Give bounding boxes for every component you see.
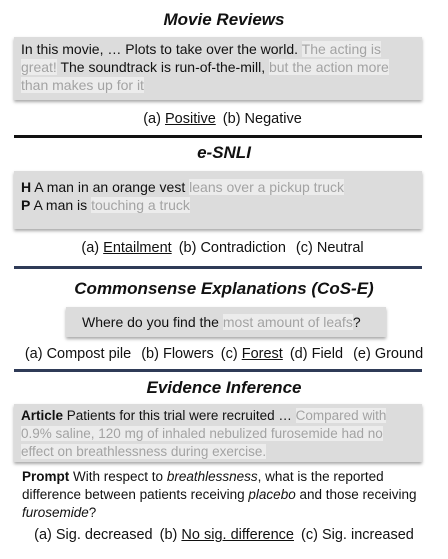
option-label: (a) xyxy=(81,240,100,256)
option-field: (d) Field xyxy=(289,346,344,362)
option-sig-increased: (c) Sig. increased xyxy=(301,527,414,543)
article-label: Article xyxy=(21,408,64,423)
prompt-text: ? xyxy=(88,505,97,520)
section-divider xyxy=(14,369,422,372)
evidence-title: Evidence Inference xyxy=(146,378,302,397)
option-label: (b) xyxy=(159,527,178,543)
premise-label: P xyxy=(21,197,31,213)
option-label: (a) xyxy=(143,111,161,127)
esnli-title: e-SNLI xyxy=(197,143,251,162)
prompt-label: Prompt xyxy=(22,469,70,484)
premise-line xyxy=(21,196,415,214)
hypothesis-faded: leans over a pickup truck xyxy=(189,179,344,195)
evidence-options xyxy=(0,527,448,543)
esnli-options xyxy=(0,240,448,256)
hypothesis-label: H xyxy=(21,179,32,195)
option-compost-pile: (a) Compost pile xyxy=(24,346,132,362)
article-faded: Compared with 0.9% saline, 120 mg of inhaled nebulized furosemide had no effect on breathlessness during exercise. xyxy=(21,408,387,459)
option-sig-decreased: (a) Sig. decreased xyxy=(34,527,153,543)
cose-question-box xyxy=(66,307,386,337)
option-entailment: Entailment xyxy=(103,240,172,256)
option-forest: Forest xyxy=(241,346,283,362)
option-no-sig-difference: No sig. difference xyxy=(181,527,294,543)
option-positive: Positive xyxy=(164,111,216,127)
question-end: ? xyxy=(352,314,361,330)
prompt-emphasis: placebo xyxy=(248,487,296,502)
cose-options xyxy=(0,346,448,362)
prompt-text: , what is the reported difference between patients receiving xyxy=(22,469,384,502)
movie-options xyxy=(0,111,448,127)
question-text: Where do you find the xyxy=(82,314,219,330)
review-segment-faded: but the action more than makes up for it xyxy=(21,59,389,93)
option-contradiction: (b) Contradiction xyxy=(178,240,286,256)
premise-faded: touching a truck xyxy=(91,197,190,213)
review-segment: The soundtrack is run-of-the-mill, xyxy=(60,59,266,75)
prompt-text: and those receiving xyxy=(299,487,417,502)
option-flowers: (b) Flowers xyxy=(141,346,214,362)
article-box xyxy=(14,404,422,462)
premise-text: A man is xyxy=(33,197,88,213)
article-text: Patients for this trial were recruited … xyxy=(66,408,292,423)
movie-review-box xyxy=(14,37,422,100)
movie-reviews-title: Movie Reviews xyxy=(163,10,285,29)
review-segment: In this movie, … Plots to take over the world. xyxy=(21,41,299,57)
option-label: (c) xyxy=(220,346,238,362)
section-divider xyxy=(14,135,422,138)
option-ground: (e) Ground xyxy=(353,346,424,362)
option-negative: (b) Negative xyxy=(222,111,302,127)
hypothesis-line xyxy=(21,178,415,196)
review-segment-faded: The acting is great! xyxy=(21,41,382,75)
prompt-text: With respect to xyxy=(73,469,164,484)
prompt-emphasis: furosemide xyxy=(22,505,89,520)
esnli-box xyxy=(14,171,422,229)
prompt-emphasis: breathlessness xyxy=(166,469,258,484)
prompt-text-block xyxy=(22,468,422,522)
question-faded: most amount of leafs xyxy=(222,314,353,330)
option-neutral: (c) Neutral xyxy=(295,240,364,256)
hypothesis-text: A man in an orange vest xyxy=(34,179,186,195)
cose-title: Commonsense Explanations (CoS-E) xyxy=(74,279,374,298)
section-divider xyxy=(14,266,422,269)
